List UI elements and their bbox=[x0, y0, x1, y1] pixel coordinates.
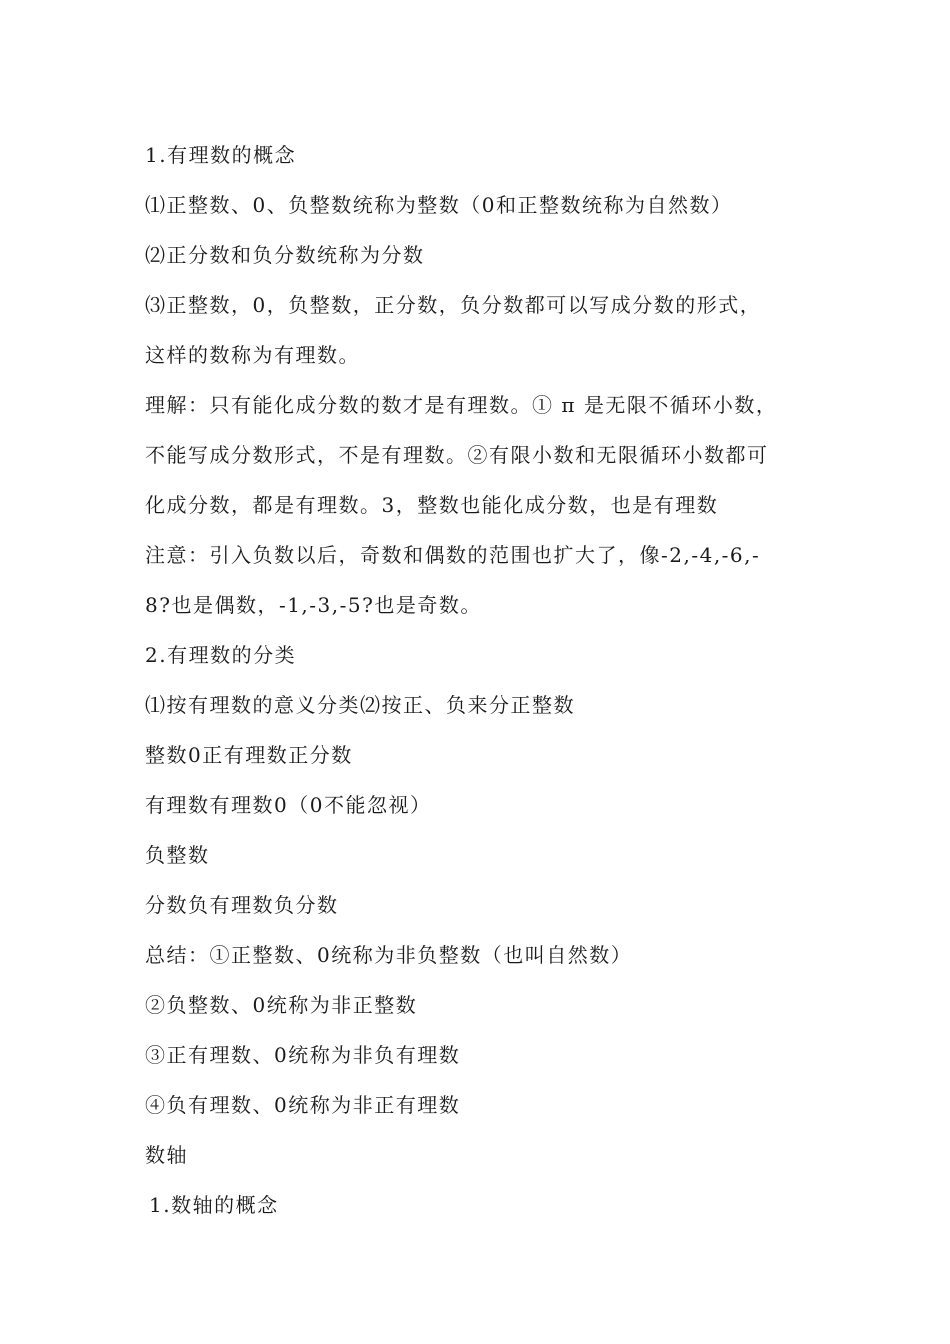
paragraph-line: 这样的数称为有理数。 bbox=[145, 343, 360, 367]
paragraph-line: 不能写成分数形式，不是有理数。②有限小数和无限循环小数都可 bbox=[145, 443, 769, 467]
paragraph-line: ⑴按有理数的意义分类⑵按正、负来分正整数 bbox=[145, 693, 575, 717]
document-body bbox=[145, 130, 825, 1230]
paragraph-line: 注意：引入负数以后，奇数和偶数的范围也扩大了，像-2,-4,-6,- bbox=[145, 543, 761, 567]
summary-line: 总结：①正整数、0统称为非负整数（也叫自然数） bbox=[145, 943, 633, 967]
heading-number-line: 数轴 bbox=[145, 1143, 188, 1167]
paragraph-line: 分数负有理数负分数 bbox=[145, 893, 339, 917]
paragraph-line: ⑶正整数，0，负整数，正分数，负分数都可以写成分数的形式， bbox=[145, 293, 762, 317]
summary-line: ③正有理数、0统称为非负有理数 bbox=[145, 1043, 461, 1067]
paragraph-line: 化成分数，都是有理数。3，整数也能化成分数，也是有理数 bbox=[145, 493, 719, 517]
heading-rational-classification: 2.有理数的分类 bbox=[145, 643, 297, 667]
heading-number-line-concept: 1.数轴的概念 bbox=[149, 1193, 279, 1217]
summary-line: ④负有理数、0统称为非正有理数 bbox=[145, 1093, 461, 1117]
paragraph-line: ⑴正整数、0、负整数统称为整数（0和正整数统称为自然数） bbox=[145, 193, 733, 217]
paragraph-line: 负整数 bbox=[145, 843, 210, 867]
paragraph-line: 有理数有理数0（0不能忽视） bbox=[145, 793, 432, 817]
summary-line: ②负整数、0统称为非正整数 bbox=[145, 993, 418, 1017]
heading-rational-concept: 1.有理数的概念 bbox=[145, 143, 297, 167]
paragraph-line: 整数0正有理数正分数 bbox=[145, 743, 353, 767]
paragraph-line: ⑵正分数和负分数统称为分数 bbox=[145, 243, 425, 267]
paragraph-line: 理解：只有能化成分数的数才是有理数。① π 是无限不循环小数， bbox=[145, 393, 778, 417]
paragraph-line: 8?也是偶数，-1,-3,-5?也是奇数。 bbox=[145, 593, 482, 617]
